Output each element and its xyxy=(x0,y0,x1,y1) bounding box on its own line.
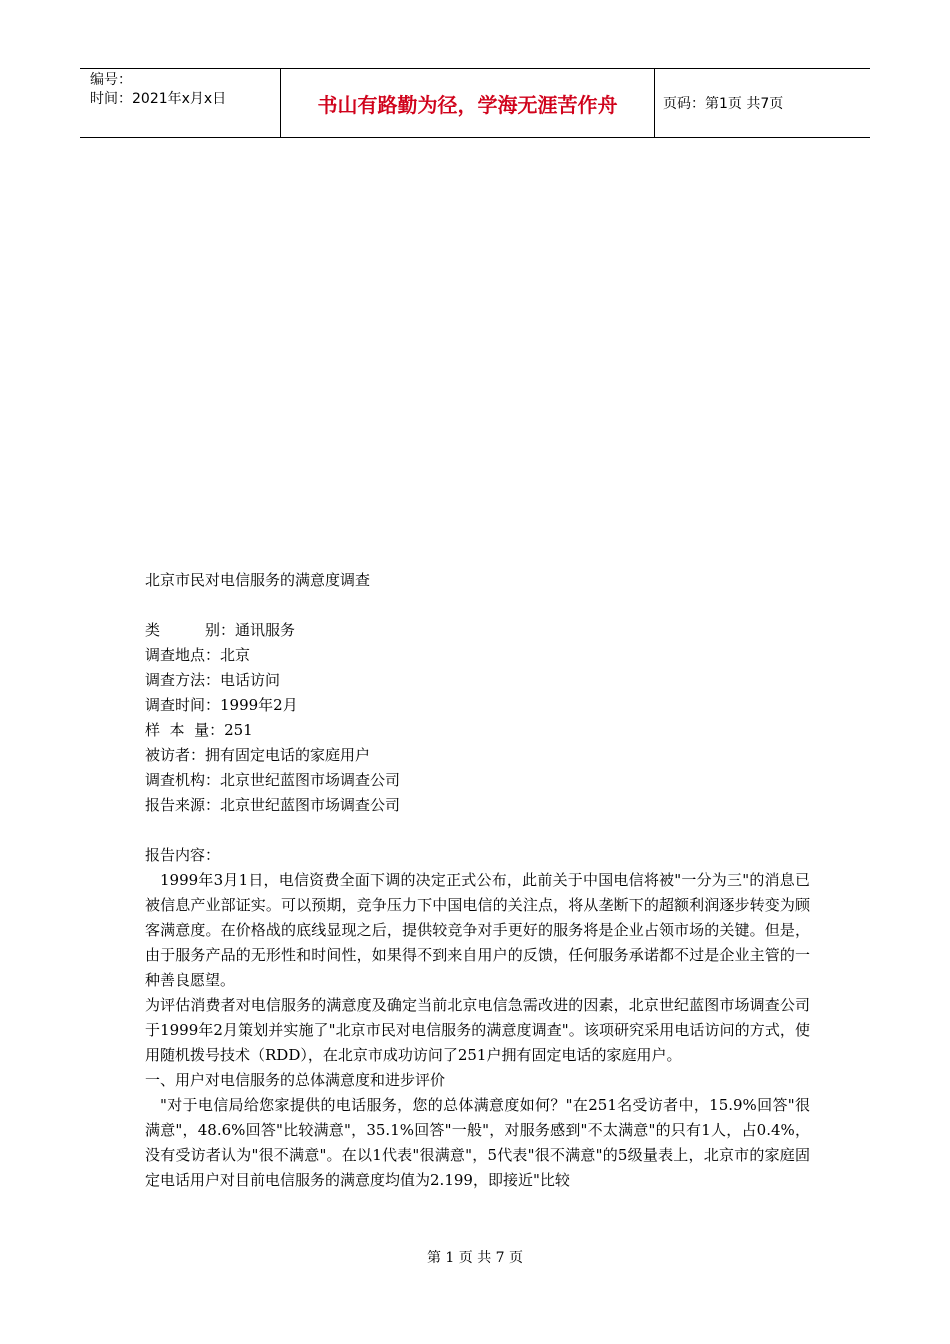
section-heading-1: 一、用户对电信服务的总体满意度和进步评价 xyxy=(145,1071,446,1089)
field-org: 调查机构：北京世纪蓝图市场调查公司 xyxy=(145,771,401,789)
header-meta xyxy=(80,69,281,137)
field-sample: 样 本 量：251 xyxy=(145,721,253,739)
field-category: 类 别：通讯服务 xyxy=(145,621,296,639)
document-body xyxy=(145,568,810,1193)
doc-title: 北京市民对电信服务的满意度调查 xyxy=(145,571,371,589)
header-page-label: 页码：第1页 共7页 xyxy=(663,96,784,112)
doc-number-label: 编号： xyxy=(90,72,132,88)
doc-time-label: 时间：2021年x月x日 xyxy=(90,91,227,107)
page-header xyxy=(80,68,870,138)
paragraph-2: 为评估消费者对电信服务的满意度及确定当前北京电信急需改进的因素，北京世纪蓝图市场调查公司于1999年2月策划并实施了"北京市民对电信服务的满意度调查"。该项研究采用电话访问的方式，使用随机拨号技术（RDD），在北京市成功访问了251户拥有固定电话的家庭用户。 xyxy=(145,996,810,1064)
paragraph-1: 1999年3月1日，电信资费全面下调的决定正式公布，此前关于中国电信将被"一分为三"的消息已被信息产业部证实。可以预期，竞争压力下中国电信的关注点，将从垄断下的超额利润逐步转变为顾客满意度。在价格战的底线显现之后，提供较竞争对手更好的服务将是企业占领市场的关键。但是，由于服务产品的无形性和时间性，如果得不到来自用户的反馈，任何服务承诺都不过是企业主管的一种善良愿望。 xyxy=(145,871,810,989)
paragraph-3: "对于电信局给您家提供的电话服务，您的总体满意度如何？"在251名受访者中，15.9%回答"很满意"，48.6%回答"比较满意"，35.1%回答"一般"，对服务感到"不太满意"的只有1人，占0.4%，没有受访者认为"很不满意"。在以1代表"很满意"，5代表"很不满意"的5级量表上，北京市的家庭固定电话用户对目前电信服务的满意度均值为2.199，即接近"比较 xyxy=(145,1096,810,1189)
field-method: 调查方法：电话访问 xyxy=(145,671,281,689)
field-time: 调查时间：1999年2月 xyxy=(145,696,298,714)
report-label: 报告内容： xyxy=(145,846,221,864)
header-motto: 书山有路勤为径，学海无涯苦作舟 xyxy=(281,69,655,137)
field-source: 报告来源：北京世纪蓝图市场调查公司 xyxy=(145,796,401,814)
field-place: 调查地点：北京 xyxy=(145,646,251,664)
field-respondent: 被访者：拥有固定电话的家庭用户 xyxy=(145,746,371,764)
page-footer: 第 1 页 共 7 页 xyxy=(426,1250,524,1266)
